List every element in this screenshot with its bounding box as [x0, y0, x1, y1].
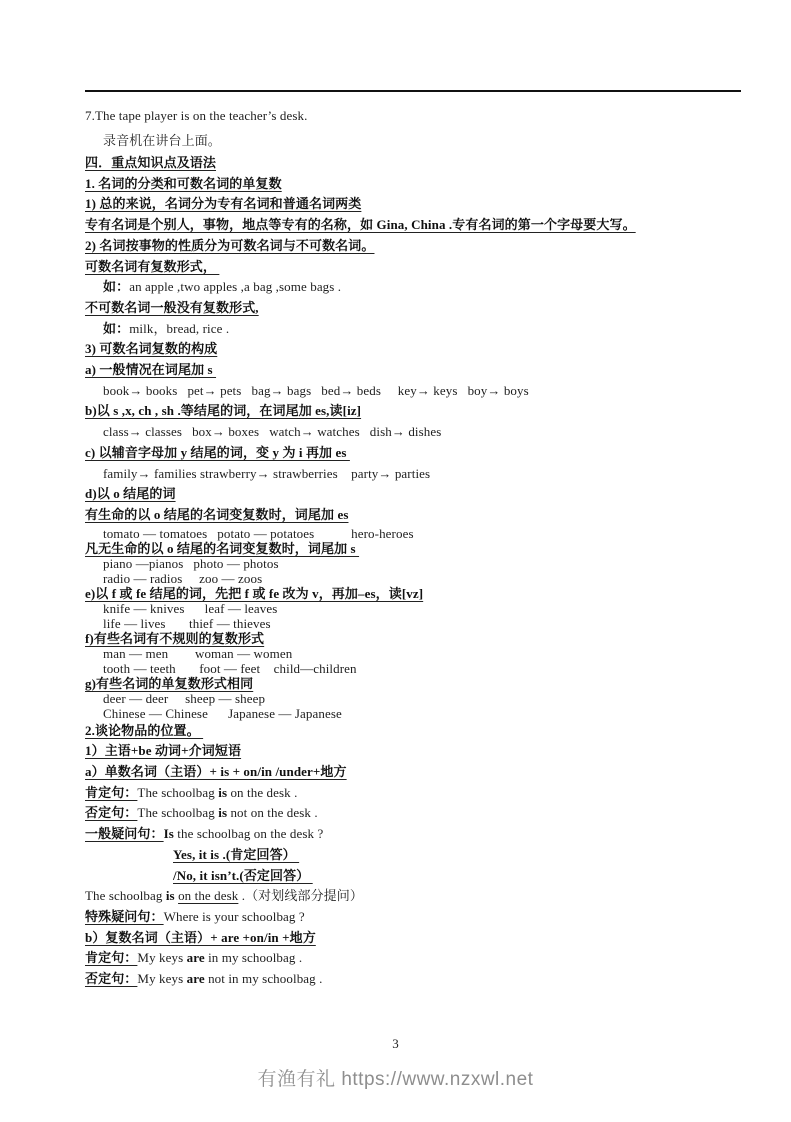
doc-text-segment: 否定句：: [85, 971, 138, 987]
doc-line: [85, 616, 725, 631]
doc-text-segment: 3) 可数名词复数的构成: [85, 341, 218, 357]
doc-text-segment: Yes, it is .(肯定回答）: [173, 846, 300, 862]
doc-text-segment: on the desk: [178, 888, 239, 904]
doc-text-segment: The schoolbag: [85, 888, 166, 904]
doc-line: [85, 948, 725, 969]
doc-line: [85, 803, 725, 824]
doc-line: [85, 571, 725, 586]
document-body: [85, 104, 725, 990]
doc-line: [85, 706, 725, 721]
doc-text-segment: The schoolbag: [137, 805, 219, 821]
doc-line: [85, 586, 725, 601]
doc-text-segment: .（对划线部分提问）: [238, 888, 363, 904]
doc-line: [85, 783, 725, 804]
header-rule: [85, 90, 741, 92]
doc-line: [85, 928, 725, 949]
doc-line: [85, 194, 725, 215]
doc-line: [85, 215, 725, 236]
doc-line: [85, 907, 725, 928]
doc-line: [85, 381, 725, 402]
doc-text-segment: a) 一般情况在词尾加 s: [85, 362, 217, 378]
doc-line: [85, 845, 725, 866]
doc-text-segment: f)有些名词有不规则的复数形式: [85, 630, 265, 646]
doc-line: [85, 464, 725, 485]
doc-line: [85, 741, 725, 762]
doc-text-segment: tooth — teeth foot — feet child—children: [103, 660, 357, 676]
doc-text-segment: Chinese — Chinese Japanese — Japanese: [103, 705, 342, 721]
doc-text-segment: 1）主语+be 动词+介词短语: [85, 743, 242, 759]
doc-line: [85, 541, 725, 556]
doc-text-segment: family→ families strawberry→ strawberries party→ parties: [103, 465, 431, 481]
doc-text-segment: are: [186, 950, 205, 966]
doc-line: [85, 153, 725, 174]
doc-text-segment: man — men woman — women: [103, 645, 293, 661]
doc-text-segment: tomato — tomatoes potato — potatoes hero-heroes: [103, 525, 414, 541]
doc-line: [85, 298, 725, 319]
doc-line: [85, 676, 725, 691]
doc-text-segment: an apple ,two apples ,a bag ,some bags .: [129, 279, 342, 295]
doc-text-segment: life — lives thief — thieves: [103, 615, 271, 631]
doc-text-segment: 特殊疑问句：: [85, 908, 164, 924]
doc-text-segment: are: [186, 971, 205, 987]
watermark-site-text: 有渔有礼 https://www.nzxwl.net: [257, 1069, 534, 1090]
page-number: 3: [392, 1036, 399, 1051]
doc-text-segment: on the desk .: [227, 784, 298, 800]
doc-line: [85, 601, 725, 616]
doc-text-segment: 如：: [103, 279, 130, 295]
doc-text-segment: 如：: [103, 320, 130, 336]
doc-text-segment: d)以 o 结尾的词: [85, 486, 176, 502]
doc-line: [85, 339, 725, 360]
doc-line: [85, 505, 725, 526]
doc-text-segment: a）单数名词（主语）+ is + on/in /under+地方: [85, 764, 347, 780]
doc-line: [85, 969, 725, 990]
doc-line: [85, 866, 725, 887]
doc-text-segment: /No, it isn’t.(否定回答）: [173, 867, 313, 883]
doc-line: [85, 484, 725, 505]
doc-text-segment: piano —pianos photo — photos: [103, 555, 279, 571]
doc-line: [85, 257, 725, 278]
doc-line: [85, 319, 725, 340]
doc-text-segment: 录音机在讲台上面。: [103, 132, 221, 148]
doc-line: [85, 401, 725, 422]
doc-text-segment: 有生命的以 o 结尾的名词变复数时，词尾加 es: [85, 506, 349, 522]
doc-line: [85, 631, 725, 646]
doc-line: [85, 762, 725, 783]
doc-text-segment: Where is your schoolbag ?: [163, 908, 305, 924]
doc-line: [85, 174, 725, 195]
doc-text-segment: 否定句：: [85, 805, 138, 821]
doc-text-segment: My keys: [137, 950, 187, 966]
doc-text-segment: knife — knives leaf — leaves: [103, 600, 278, 616]
doc-text-segment: in my schoolbag .: [204, 950, 303, 966]
doc-text-segment: 肯定句：: [85, 784, 138, 800]
doc-line: [85, 422, 725, 443]
doc-text-segment: 1) 总的来说，名词分为专有名词和普通名词两类: [85, 196, 362, 212]
doc-text-segment: The schoolbag: [137, 784, 219, 800]
doc-text-segment: My keys: [137, 971, 187, 987]
doc-text-segment: e)以 f 或 fe 结尾的词，先把 f 或 fe 改为 v，再加–es，读[vz]: [85, 585, 424, 601]
doc-text-segment: not in my schoolbag .: [204, 971, 323, 987]
doc-line: [85, 277, 725, 298]
doc-text-segment: not on the desk .: [227, 805, 318, 821]
doc-line: [85, 886, 725, 907]
doc-line: [85, 661, 725, 676]
doc-line: [85, 646, 725, 661]
doc-line: [85, 691, 725, 706]
doc-text-segment: b)以 s ,x, ch , sh .等结尾的词，在词尾加 es,读[iz]: [85, 403, 362, 419]
doc-text-segment: c) 以辅音字母加 y 结尾的词，变 y 为 i 再加 es: [85, 444, 350, 460]
doc-text-segment: g)有些名词的单复数形式相同: [85, 675, 254, 691]
doc-line: [85, 104, 725, 129]
doc-line: [85, 526, 725, 541]
doc-line: [85, 360, 725, 381]
doc-text-segment: 2) 名词按事物的性质分为可数名词与不可数名词。: [85, 237, 375, 253]
doc-text-segment: is: [165, 888, 175, 904]
doc-line: [85, 556, 725, 571]
doc-text-segment: 7.The tape player is on the teacher’s desk.: [85, 108, 308, 123]
doc-line: [85, 236, 725, 257]
doc-text-segment: the schoolbag on the desk ?: [173, 826, 324, 842]
doc-line: [85, 824, 725, 845]
doc-text-segment: 一般疑问句：: [85, 826, 164, 842]
doc-text-segment: is: [218, 784, 228, 800]
doc-text-segment: 可数名词有复数形式，: [85, 258, 220, 274]
doc-line: [85, 129, 725, 154]
doc-text-segment: class→ classes box→ boxes watch→ watches dish→ dishes: [103, 424, 442, 440]
doc-text-segment: 肯定句：: [85, 950, 138, 966]
doc-text-segment: 2.谈论物品的位置。: [85, 722, 204, 738]
doc-text-segment: milk，bread, rice .: [129, 320, 230, 336]
doc-text-segment: deer — deer sheep — sheep: [103, 690, 266, 706]
doc-text-segment: 四．重点知识点及语法: [85, 155, 217, 170]
doc-text-segment: 凡无生命的以 o 结尾的名词变复数时，词尾加 s: [85, 540, 360, 556]
doc-text-segment: b）复数名词（主语）+ are +on/in +地方: [85, 929, 316, 945]
doc-text-segment: 专有名词是个别人，事物，地点等专有的名称，如 Gina, China .专有名词的第一个字母要大写。: [85, 217, 636, 233]
doc-text-segment: 1. 名词的分类和可数名词的单复数: [85, 175, 282, 191]
doc-line: [85, 443, 725, 464]
doc-text-segment: book→ books pet→ pets bag→ bags bed→ beds key→ keys boy→ boys: [103, 382, 529, 398]
doc-text-segment: is: [218, 805, 228, 821]
doc-text-segment: Is: [163, 826, 174, 842]
doc-line: [85, 721, 725, 742]
doc-text-segment: radio — radios zoo — zoos: [103, 570, 263, 586]
doc-text-segment: 不可数名词一般没有复数形式,: [85, 299, 259, 315]
